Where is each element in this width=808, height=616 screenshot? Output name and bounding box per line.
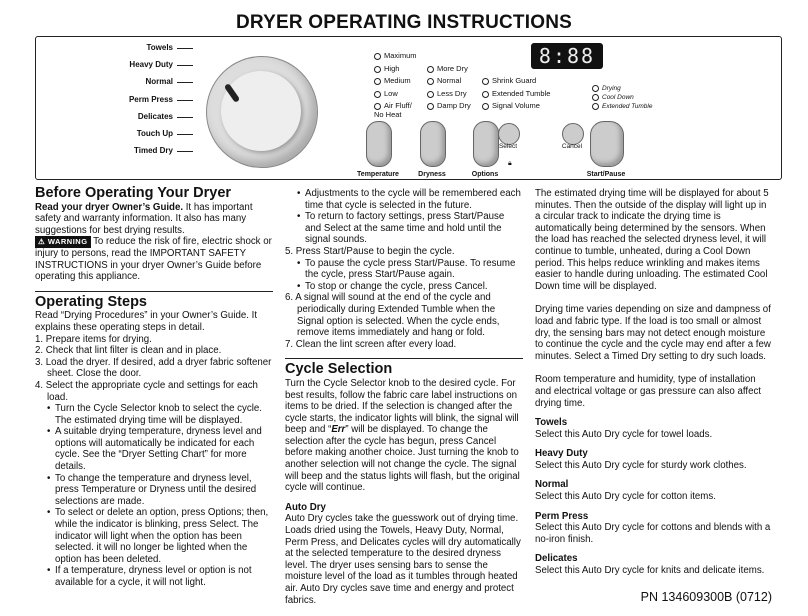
start-pause-button-label: Start/Pause (586, 171, 626, 178)
cancel-button-label: Cancel (561, 143, 583, 150)
dryness-option-damp-dry: Damp Dry (427, 101, 471, 110)
cycle-label-heavy-duty: Heavy Duty (129, 60, 173, 69)
status-extended-tumble: Extended Tumble (592, 103, 652, 110)
cycle-heading-perm-press: Perm Press (535, 510, 589, 522)
bullet-item: • A suitable drying temperature, dryness level and options will automatically be indicated for each cycle. See the “Dryer Setting Chart” for more details. (35, 426, 273, 472)
time-display: 8:88 (531, 43, 603, 69)
temp-option-air-fluff: Air Fluff/ No Heat (374, 101, 412, 119)
temperature-button-label: Temperature (357, 171, 399, 178)
paragraph: Drying time varies depending on size and dampness of load and fabric type. If the load is too small or almost dry, the sensing bars may not detect enough moisture to continue the cycle and the cycle may end after a few minutes. Select a Timed Dry setting to dry such loads. (535, 304, 771, 362)
bullet-item: • To select or delete an option, press Options; then, while the indicator is blinking, press Select. The indicator will light when the option has been selected. it will no longer be lighted when the option has been deleted. (35, 507, 273, 565)
heading-before-operating: Before Operating Your Dryer (35, 185, 232, 201)
bullet-item: • To change the temperature and dryness level, press Temperature or Dryness until the desired selections are made. (35, 473, 273, 508)
dryness-option-less-dry: Less Dry (427, 89, 467, 98)
cycle-label-towels: Towels (146, 43, 173, 52)
step-item: 1. Prepare items for drying. (35, 333, 152, 345)
heading-cycle-selection: Cycle Selection (285, 361, 393, 378)
option-signal-volume: Signal Volume (482, 101, 540, 110)
step-item: 4. Select the appropriate cycle and settings for each load. (35, 379, 258, 403)
bullet-item: • To return to factory settings, press Start/Pause and Select at the same time and hold until the signal sounds. (285, 211, 523, 246)
bullet-item: • If a temperature, dryness level or option is not available for a cycle, it will not light. (35, 565, 273, 588)
select-button-label: Select (498, 143, 518, 150)
temp-option-low: Low (374, 89, 398, 98)
step-item: 3. Load the dryer. If desired, add a dryer fabric softener sheet. Close the door. (35, 356, 272, 380)
heading-auto-dry: Auto Dry (285, 501, 326, 513)
cycle-desc-normal: Select this Auto Dry cycle for cotton items. (535, 491, 716, 503)
part-number: PN 134609300B (0712) (640, 590, 772, 604)
page-title: DRYER OPERATING INSTRUCTIONS (235, 12, 572, 33)
warning-badge: ⚠ WARNING (35, 236, 91, 248)
dryness-button[interactable] (420, 121, 446, 167)
step-item: 2. Check that lint filter is clean and in place. (35, 345, 222, 357)
cycle-label-touch-up: Touch Up (136, 129, 173, 138)
step-item: 6. A signal will sound at the end of the cycle and periodically during Extended Tumble when the Signal option is selected. When the cycle ends, remove items immediately and hang or fold. (285, 292, 500, 339)
column-left (35, 185, 273, 589)
cycle-label-timed-dry: Timed Dry (134, 146, 173, 155)
paragraph: The estimated drying time will be displayed for about 5 minutes. Then the outside of the display will light up in a circular track to indicate the drying time is automatically being determined by the sensors. When the load has reached the selected dryness level, it will continue to tumble, unheated, during a Cool Down period. This helps reduce wrinkling and makes items easier to handle during unloading. The estimated Cool Down time will be displayed. (535, 188, 769, 292)
temp-option-high: High (374, 64, 399, 73)
step-item: 7. Clean the lint screen after every load. (285, 338, 457, 350)
temp-option-maximum: Maximum (374, 51, 417, 60)
cycle-desc-heavy-duty: Select this Auto Dry cycle for sturdy work clothes. (535, 459, 747, 471)
dryness-option-more-dry: More Dry (427, 64, 468, 73)
status-drying: Drying (592, 85, 621, 92)
cycle-heading-towels: Towels (535, 417, 568, 429)
column-right (535, 188, 773, 577)
intro-paragraph: Read your dryer Owner’s Guide. It has important safety and warranty information. It also has many suggestions for best drying results. (35, 201, 253, 236)
temp-option-medium: Medium (374, 76, 411, 85)
cycle-desc-perm-press: Select this Auto Dry cycle for cottons and blends with a no-iron finish. (535, 522, 771, 545)
cycle-heading-delicates: Delicates (535, 553, 578, 565)
lock-icon: 🔒︎ (508, 160, 512, 167)
cycle-selector-knob[interactable] (206, 56, 318, 168)
cycle-desc-towels: Select this Auto Dry cycle for towel loads. (535, 428, 713, 440)
warning-paragraph: ⚠ WARNING To reduce the risk of fire, electric shock or injury to persons, read the IMPORTANT SAFETY INSTRUCTIONS in your dryer Owner’s Guide before operating this appliance. (35, 236, 272, 283)
bullet-item: • To stop or change the cycle, press Cancel. (285, 281, 523, 293)
start-pause-button[interactable] (590, 121, 624, 167)
option-shrink-guard: Shrink Guard (482, 76, 536, 85)
cycle-selection-paragraph: Turn the Cycle Selector knob to the desired cycle. For best results, follow the fabric care label instructions on items to be dried. If the selection is changed after the cycle starts, the indicator lights will blink, the signal will beep and “Err” will be displayed. To change the selection after the cycle has begun, press Cancel before making another choice. Just turning the knob to another selection will not change the cycle. The signal will beep and the status lights will flash, but the original cycle will continue. (285, 377, 520, 494)
select-button[interactable] (498, 123, 520, 145)
options-button-label: Options (471, 171, 499, 178)
bullet-item: • Adjustments to the cycle will be remembered each time that cycle is selected in the future. (285, 188, 523, 211)
steps-list (35, 334, 273, 404)
dryness-option-normal: Normal (427, 76, 461, 85)
cycle-desc-delicates: Select this Auto Dry cycle for knits and delicate items. (535, 565, 765, 577)
cycle-heading-normal: Normal (535, 479, 569, 491)
temperature-button[interactable] (366, 121, 392, 167)
cycle-label-normal: Normal (145, 77, 173, 86)
step-item: 5. Press Start/Pause to begin the cycle. (285, 245, 455, 257)
status-cool-down: Cool Down (592, 94, 634, 101)
option-extended-tumble: Extended Tumble (482, 89, 550, 98)
control-panel (35, 36, 782, 180)
heading-operating-steps: Operating Steps (35, 293, 147, 310)
bullet-item: • To pause the cycle press Start/Pause. To resume the cycle, press Start/Pause again. (285, 258, 523, 281)
cycle-label-delicates: Delicates (137, 112, 173, 121)
bullet-item: • Turn the Cycle Selector knob to select the cycle. The estimated drying time will be displayed. (35, 403, 273, 426)
auto-dry-paragraph: Auto Dry cycles take the guesswork out of drying time. Loads dried using the Towels, Heavy Duty, Normal, Perm Press, and Delicates cycles will dry automatically at the selected temperature to the desired dryness level. The dryer uses sensing bars to sense the moisture level of the load as it tumbles through heated air. Auto Dry cycles save time and energy and protect fabrics. (285, 513, 521, 606)
steps-intro: Read “Drying Procedures” in your Owner’s Guide. It explains these operating steps in detail. (35, 310, 258, 333)
paragraph: Room temperature and humidity, type of installation and electrical voltage or gas pressure can also affect drying time. (535, 374, 761, 409)
cycle-label-perm-press: Perm Press (128, 95, 173, 104)
step4-bullets (35, 403, 273, 589)
dryness-button-label: Dryness (418, 171, 446, 178)
column-middle (285, 188, 523, 606)
cycle-heading-heavy-duty: Heavy Duty (535, 448, 588, 460)
cancel-button[interactable] (562, 123, 584, 145)
